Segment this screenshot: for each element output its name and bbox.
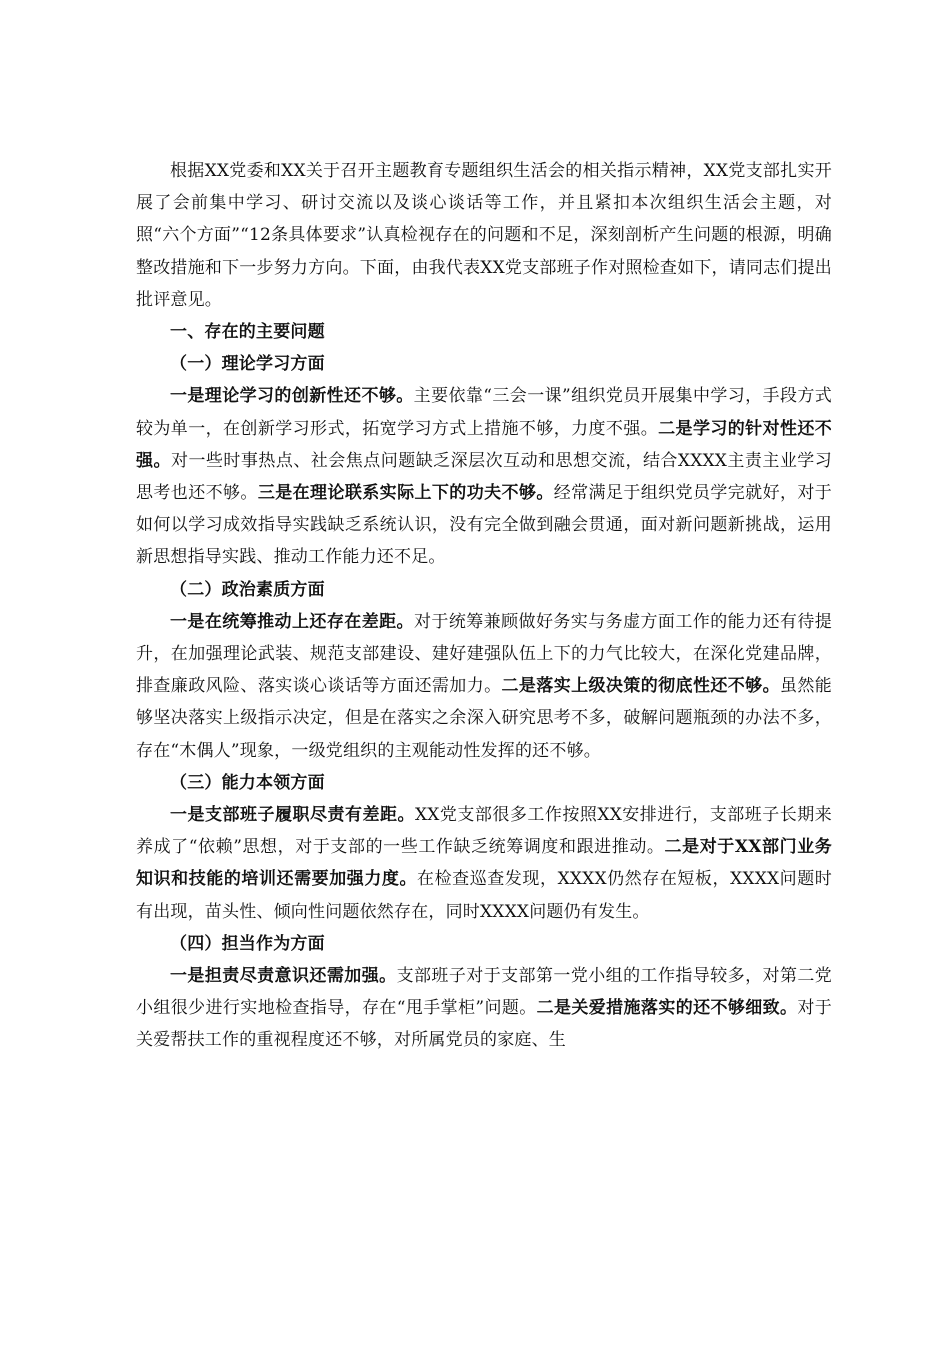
item-text: 主要依靠“三会一课”组织党员开展集中学习，手段方式较为单一，在创新学习形式，拓宽学习方式上措施不够，力度不强。 <box>136 386 832 439</box>
subsection-heading-ability: （三）能力本领方面 <box>170 772 325 793</box>
item-text: XX党支部很多工作按照XX安排进行，支部班子长期来养成了“依赖”思想，对于支部的一些工作缺乏统筹调度和跟进推动。 <box>136 805 832 858</box>
item-text: 对于关爱帮扶工作的重视程度还不够，对所属党员的家庭、生 <box>136 998 832 1051</box>
item-lead: 二是关爱措施落实的还不够细致。 <box>536 998 798 1019</box>
item-text: 虽然能够坚决落实上级指示决定，但是在落实之余深入研究思考不多，破解问题瓶颈的办法不多，存在“木偶人”现象，一级党组织的主观能动性发挥的还不够。 <box>136 676 832 761</box>
intro-paragraph: 根据XX党委和XX关于召开主题教育专题组织生活会的相关指示精神，XX党支部扎实开展了会前集中学习、研讨交流以及谈心谈话等工作，并且紧扣本次组织生活会主题，对照“六个方面”“12条具体要求”认真检视存在的问题和不足，深刻剖析产生问题的根源，明确整改措施和下一步努力方向。下面，由我代表XX党支部班子作对照检查如下，请同志们提出批评意见。 <box>136 161 832 310</box>
item-lead: 二是落实上级决策的彻底性还不够。 <box>501 676 780 697</box>
item-text: 对一些时事热点、社会焦点问题缺乏深层次互动和思想交流，结合XXXX主责主业学习思考也还不够。 <box>136 450 832 504</box>
item-lead: 二是对于XX部门业务知识和技能的培训还需要加强力度。 <box>136 837 832 890</box>
subsection-heading-politics: （二）政治素质方面 <box>170 579 325 600</box>
item-lead: 一是支部班子履职尽责有差距。 <box>170 805 415 826</box>
section-heading: 一、存在的主要问题 <box>170 322 325 343</box>
item-text: 经常满足于组织党员学完就好，对于如何以学习成效指导实践缺乏系统认识，没有完全做到融会贯通，面对新问题新挑战，运用新思想指导实践、推动工作能力还不足。 <box>136 483 833 568</box>
item-lead: 一是担责尽责意识还需加强。 <box>170 966 397 987</box>
paragraph-responsibility <box>136 960 832 1057</box>
item-lead: 一是理论学习的创新性还不够。 <box>170 386 414 407</box>
item-text: 在检查巡查发现，XXXX仍然存在短板，XXXX问题时有出现，苗头性、倾向性问题依然存在，同时XXXX问题仍有发生。 <box>136 869 832 922</box>
item-lead: 三是在理论联系实际上下的功夫不够。 <box>257 483 554 504</box>
item-text: 支部班子对于支部第一党小组的工作指导较多，对第二党小组很少进行实地检查指导，存在“甩手掌柜”问题。 <box>136 966 833 1019</box>
paragraph-ability <box>136 799 832 928</box>
subsection-heading-theory: （一）理论学习方面 <box>170 354 325 375</box>
document-page <box>136 155 832 1057</box>
subsection-heading-responsibility: （四）担当作为方面 <box>170 933 325 954</box>
item-lead: 二是学习的针对性还不强。 <box>136 418 833 471</box>
paragraph-theory <box>136 380 832 573</box>
item-lead: 一是在统筹推动上还存在差距。 <box>170 611 414 632</box>
paragraph-politics <box>136 606 832 767</box>
item-text: 对于统筹兼顾做好务实与务虚方面工作的能力还有待提升，在加强理论武装、规范支部建设、建好建强队伍上下的力气比较大，在深化党建品牌，排查廉政风险、落实谈心谈话等方面还需加力。 <box>136 611 832 697</box>
